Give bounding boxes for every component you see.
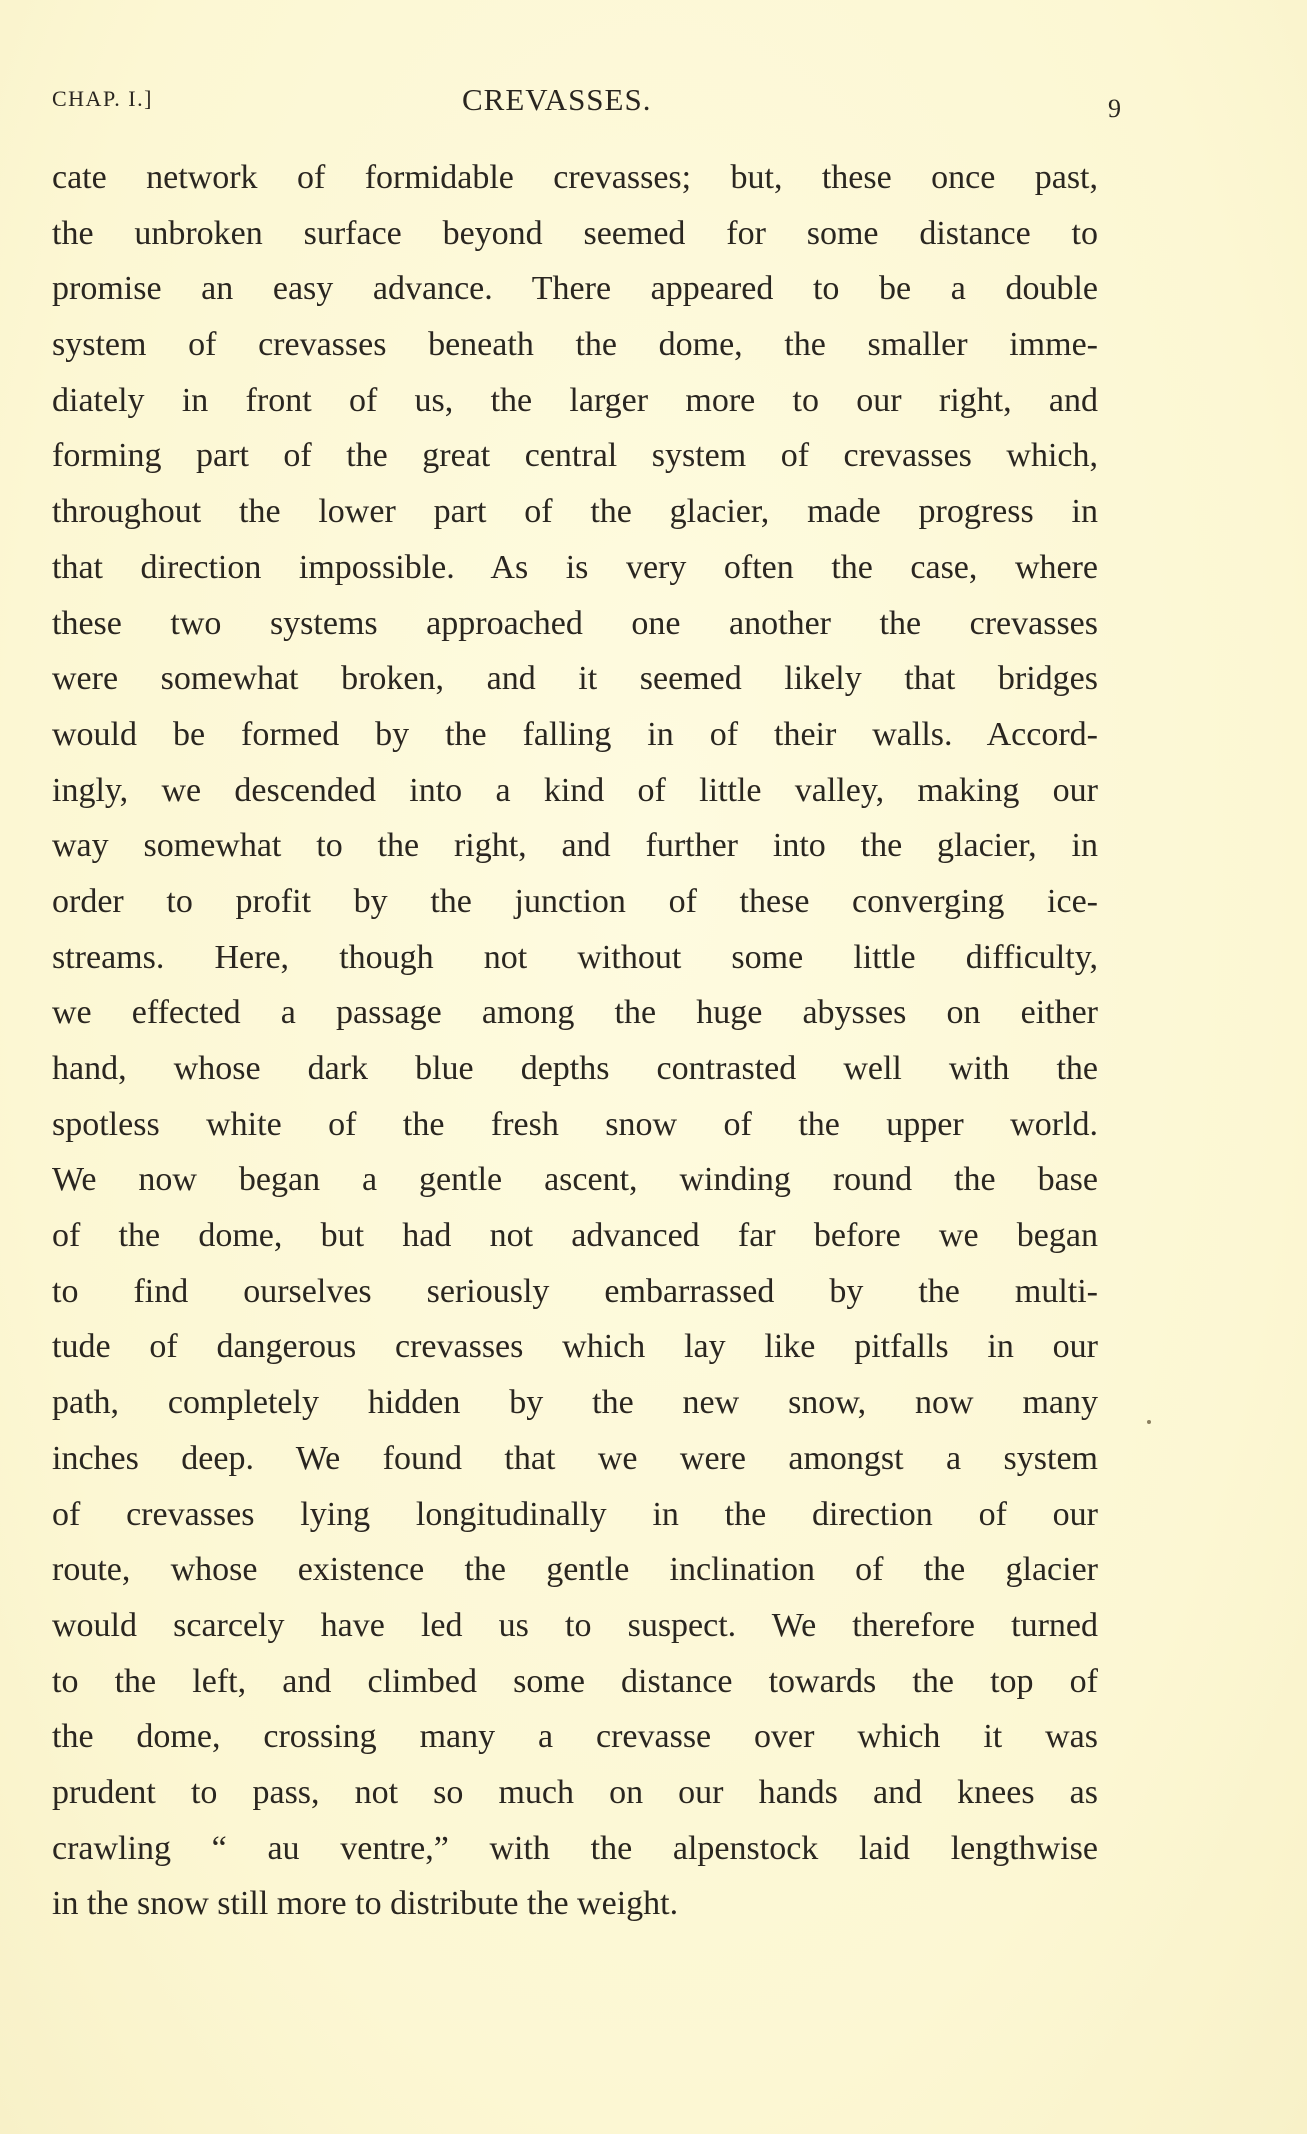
text-line: we effected a passage among the huge abysses on either (52, 994, 1098, 1032)
text-line: in the snow still more to distribute the weight. (52, 1885, 679, 1923)
print-speck (1147, 1420, 1151, 1424)
text-line: hand, whose dark blue depths contrasted well with the (52, 1050, 1098, 1087)
running-header (52, 82, 1121, 126)
text-line: inches deep. We found that we were amongst a system (52, 1439, 1098, 1477)
text-line: route, whose existence the gentle inclination of the glacier (52, 1551, 1098, 1589)
text-line: ingly, we descended into a kind of little valley, making our (52, 771, 1098, 809)
text-line: to find ourselves seriously embarrassed by the multi- (52, 1272, 1098, 1310)
text-line: were somewhat broken, and it seemed likely that bridges (52, 660, 1098, 698)
text-line: of crevasses lying longitudinally in the direction of our (52, 1495, 1098, 1533)
text-line: cate network of formidable crevasses; but, these once past, (52, 159, 1098, 196)
text-line: to the left, and climbed some distance towards the top of (52, 1662, 1098, 1700)
text-line: that direction impossible. As is very often the case, where (52, 548, 1098, 586)
text-line: path, completely hidden by the new snow, now many (52, 1384, 1098, 1422)
text-line: prudent to pass, not so much on our hands and knees as (52, 1773, 1098, 1811)
text-line: forming part of the great central system of crevasses which, (52, 437, 1098, 475)
text-line: spotless white of the fresh snow of the upper world. (52, 1105, 1098, 1143)
text-line: throughout the lower part of the glacier, made progress in (52, 493, 1098, 531)
body-text (52, 150, 1098, 1932)
text-line: tude of dangerous crevasses which lay like pitfalls in our (52, 1328, 1098, 1366)
text-line: of the dome, but had not advanced far before we began (52, 1217, 1098, 1255)
text-line: diately in front of us, the larger more to our right, and (52, 381, 1098, 419)
text-line: promise an easy advance. There appeared to be a double (52, 270, 1098, 308)
page-number: 9 (1108, 94, 1121, 123)
text-line: system of crevasses beneath the dome, the smaller imme- (52, 326, 1098, 364)
running-title: CREVASSES. (462, 82, 652, 117)
chapter-label: CHAP. I.] (52, 86, 153, 111)
text-line: would be formed by the falling in of their walls. Accord- (52, 715, 1098, 753)
text-line: We now began a gentle ascent, winding round the base (52, 1161, 1098, 1199)
text-line: crawling “ au ventre,” with the alpenstock laid lengthwise (52, 1829, 1098, 1867)
text-line: streams. Here, though not without some little difficulty, (52, 938, 1098, 976)
text-line: would scarcely have led us to suspect. We therefore turned (52, 1606, 1098, 1644)
text-line: these two systems approached one another the crevasses (52, 604, 1098, 642)
text-line: way somewhat to the right, and further into the glacier, in (52, 827, 1098, 865)
text-line: the unbroken surface beyond seemed for some distance to (52, 214, 1098, 252)
text-line: order to profit by the junction of these converging ice- (52, 882, 1098, 920)
text-line: the dome, crossing many a crevasse over which it was (52, 1718, 1098, 1756)
